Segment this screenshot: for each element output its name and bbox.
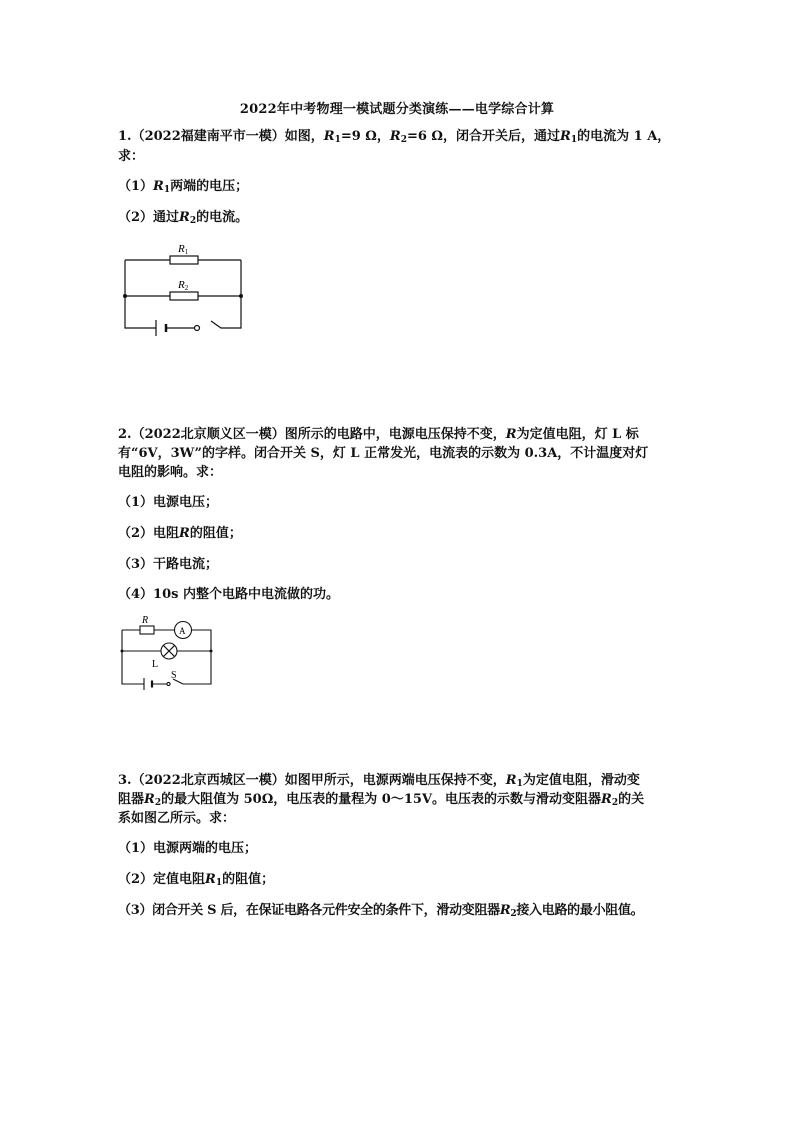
q1-circuit-diagram [118,238,248,340]
q3-part3: （3）闭合开关 S 后，在保证电路各元件安全的条件下，滑动变阻器$R_2$接入电路的最小阻值。 [118,903,644,919]
label-ammeter: A [179,626,186,636]
q1-line1: 1.（2022福建南平市一模）如图，$R_1=9$ Ω，$R_2=6$ Ω，闭合开关后，通过$R_1$的电流为 1 A， [118,129,671,145]
q3-line2: 阻器$R_2$的最大阻值为 50Ω，电压表的量程为 0～15V。电压表的示数与滑动变阻器$R_2$的关 [118,792,645,808]
q2-line3: 电阻的影响。求： [118,465,223,480]
label-r1: R1 [178,243,189,256]
page-title: 2022年中考物理一模试题分类演练——电学综合计算 [239,102,555,117]
q3-part1: （1）电源两端的电压； [118,841,258,856]
q3-part2: （2）定值电阻$R_1$的阻值； [118,872,275,888]
q2-part4: （4）10s 内整个电路中电流做的功。 [118,587,339,602]
junction-right [239,294,243,298]
label-r2: R2 [178,279,189,292]
q1-part1: $(1)R_1$两端的电压； [118,179,249,195]
q1-line2: 求： [118,149,145,164]
label-l: L [152,659,159,670]
switch-contact [195,326,200,331]
q3-line3: 系如图乙所示。求： [118,811,236,826]
q2-line2: 有“6V，3W”的字样。闭合开关 S，灯 L 正常发光，电流表的示数为 0.3A，不计温度对灯 [118,446,649,461]
resistor-r1 [170,256,198,264]
q1-part2: （2）通过$R_2$的电流。 [118,210,249,226]
q2-part2: （2）电阻R的阻值； [118,526,242,541]
q2-line1: 2.（2022北京顺义区一模）图所示的电路中，电源电压保持不变，R为定值电阻，灯 L 标 [118,427,639,442]
resistor-r2 [170,292,198,300]
q3-line1: 3.（2022北京西城区一模）如图甲所示，电源两端电压保持不变，$R_1$为定值电阻，滑动变 [118,773,640,789]
label-r: R [142,615,149,626]
q2-part1: （1）电源电压； [118,495,219,510]
q2-part3: （3）干路电流； [118,557,219,572]
label-s: S [171,670,177,681]
junction-left [123,294,127,298]
resistor-r [140,626,154,634]
q2-circuit-diagram [118,612,218,690]
